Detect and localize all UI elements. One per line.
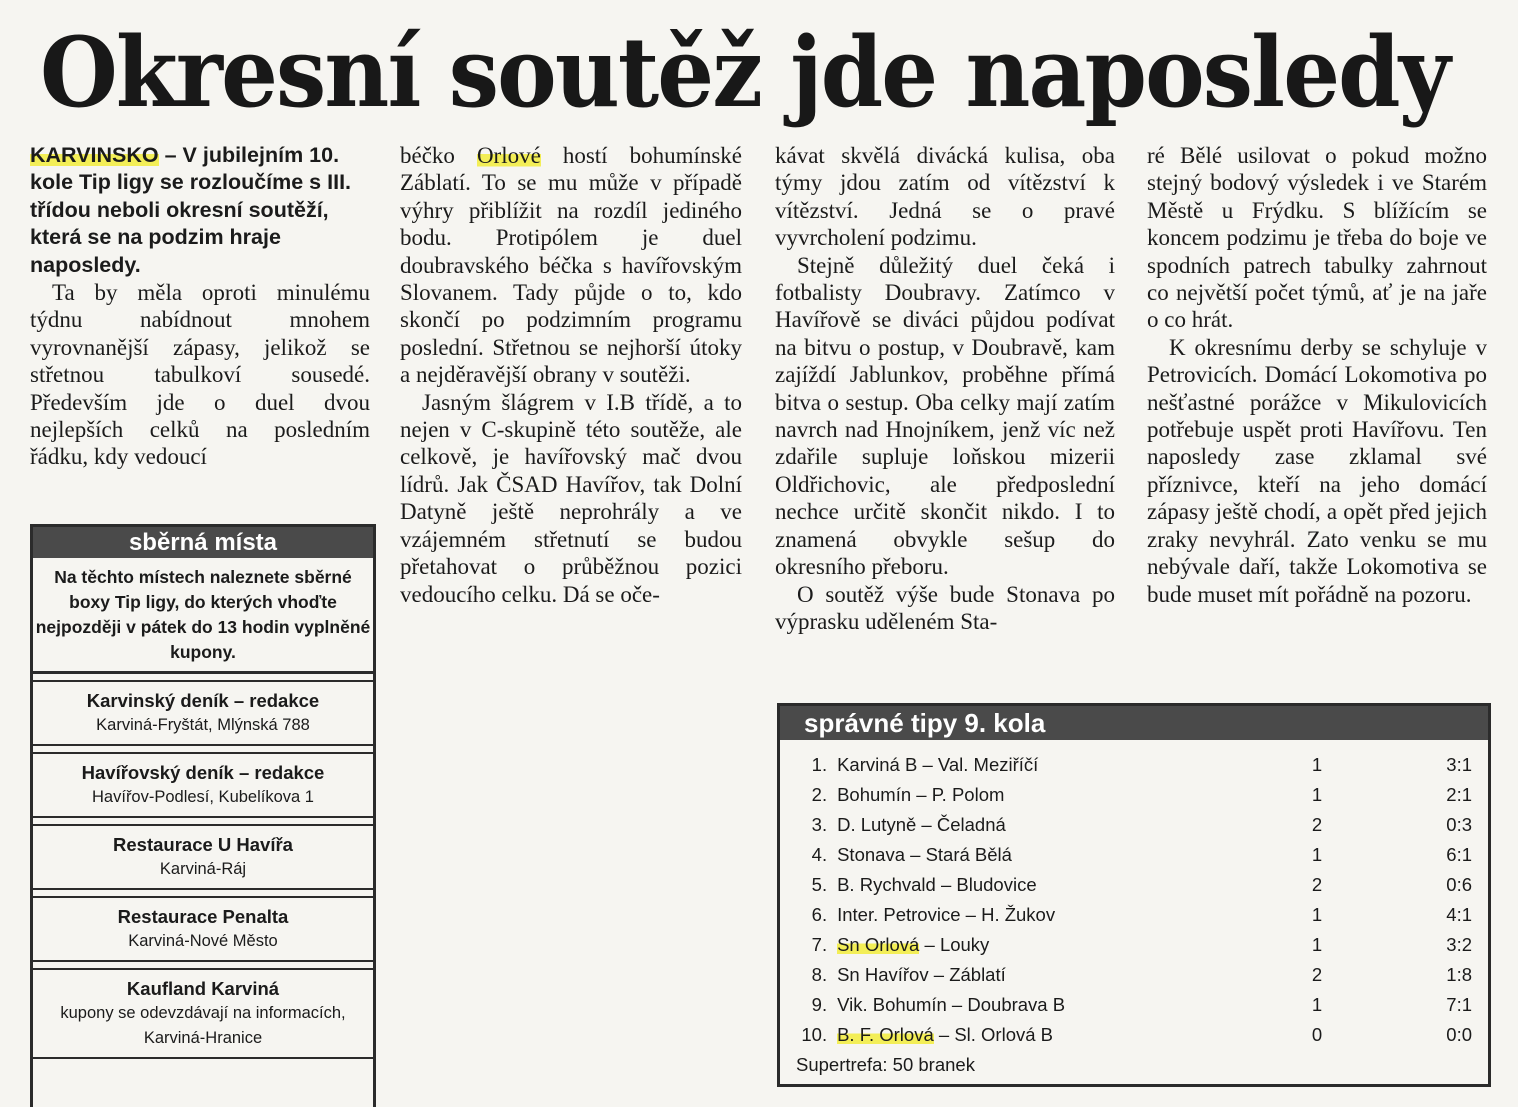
team-separator: – [933,1024,955,1045]
match-tip: 2 [1311,964,1323,985]
table-row [794,1020,1488,1050]
match-teams [833,1020,1281,1050]
match-tip: 1 [1311,754,1323,775]
paragraph: O soutěž výše bude Stonava po výprasku uděleném Sta- [775,581,1115,634]
away-team: P. Polom [931,784,1005,805]
match-teams [833,810,1281,840]
home-team: Vik. Bohumín [837,994,947,1015]
match-score: 6:1 [1446,844,1472,865]
match-teams [833,960,1281,990]
home-team: B. Rychvald [837,874,936,895]
match-score: 3:2 [1446,934,1472,955]
collection-point-address: Havířov-Podlesí, Kubelíkova 1 [92,788,314,806]
match-score: 0:3 [1446,814,1472,835]
match-number: 1. [811,754,828,775]
match-number: 2. [811,784,828,805]
collection-point [33,968,373,1059]
away-team: Sl. Orlová B [954,1024,1054,1045]
table-row [794,780,1488,810]
match-tip: 1 [1311,784,1323,805]
match-number: 6. [811,904,828,925]
table-row [794,900,1488,930]
match-teams [833,990,1281,1020]
collection-point-name: Restaurace U Havířa [113,834,293,855]
team-separator: – [911,784,932,805]
home-team: Karviná B [837,754,918,775]
article-column-2 [400,142,742,702]
lead-location: KARVINSKO [30,143,159,167]
match-tip: 2 [1311,814,1323,835]
match-tip: 1 [1311,844,1323,865]
table-row [794,870,1488,900]
match-tip: 0 [1311,1024,1323,1045]
match-number: 8. [811,964,828,985]
table-row [794,930,1488,960]
collection-point [33,896,373,962]
collection-point [33,824,373,890]
home-team: Stonava [837,844,905,865]
table-row [794,810,1488,840]
paragraph: Jasným šlágrem v I.B třídě, a to nejen v C-skupině této soutěže, ale celkově, je havířovský mač dvou lídrů. Jak ČSAD Havířov, tak Dolní Datyně ještě neprohrály a ve vzájemném střetnutí se budou přetahovat o průběžnou pozici vedoucího celku. Dá se oče- [400,389,742,607]
match-score: 4:1 [1446,904,1472,925]
home-team: Inter. Petrovice [837,904,961,925]
collection-points-intro: Na těchto místech naleznete sběrné boxy Tip ligy, do kterých vhoďte nejpozději v pátek do 13 hodin vyplněné kupony. [33,558,373,674]
tips-table [794,750,1488,1050]
lead-paragraph [30,142,370,279]
collection-points-title: sběrná místa [33,527,373,558]
match-score: 0:0 [1446,1024,1472,1045]
match-score: 3:1 [1446,754,1472,775]
page-title: Okresní soutěž jde naposledy [40,16,1449,129]
away-team: Val. Meziříčí [937,754,1039,775]
team-separator: – [904,844,926,865]
tips-footer: Supertrefa: 50 branek [796,1054,975,1075]
match-tip: 1 [1311,994,1323,1015]
match-score: 2:1 [1446,784,1472,805]
home-team: D. Lutyně [837,814,917,835]
paragraph: Ta by měla oproti minulému týdnu nabídnout mnohem vyrovnanější zápasy, jelikož se střetnou tabulkoví sousedé. Především jde o duel dvou nejlepších celků na posledním řádku, kdy vedoucí [30,280,370,470]
away-team: Stará Bělá [925,844,1012,865]
match-teams [833,870,1281,900]
team-separator: – [919,934,940,955]
paragraph: K okresnímu derby se schyluje v Petrovicích. Domácí Lokomotiva po nešťastné porážce v Mikulovicích potřebuje uspět proti Havířovu. Ten naposledy zase zklamal své příznivce, kteří na jeho domácí zápasy ještě chodí, a opět před jejich zraky nevyhrál. Zato venku se mu nebývale daří, takže Lokomotiva se bude muset mít pořádně na pozoru. [1147,334,1487,607]
collection-point-name: Restaurace Penalta [117,906,289,927]
away-team: H. Žukov [981,904,1056,925]
paragraph [400,142,742,389]
team-separator: – [935,874,957,895]
article-column-4 [1147,142,1487,702]
paragraph: ré Bělé usilovat o pokud možno stejný bodový výsledek i ve Starém Městě u Frýdku. S blížícím se koncem podzimu je třeba do boje ve spodních patrech tabulky zahrnout co největší počet týmů, ať je na jaře o co hrát. [1147,143,1487,333]
collection-point-address: Karviná-Fryštát, Mlýnská 788 [96,716,310,734]
match-score: 7:1 [1446,994,1472,1015]
team-separator: – [916,814,937,835]
table-row [794,840,1488,870]
collection-point-name: Kaufland Karviná [126,978,280,999]
home-team: Bohumín [837,784,912,805]
home-team: Sn Havířov [837,964,929,985]
home-team: B. F. Orlová [837,1024,934,1045]
away-team: Louky [939,934,990,955]
table-row [794,990,1488,1020]
collection-points-box [30,524,376,1107]
team-separator: – [917,754,938,775]
collection-point [33,680,373,746]
away-team: Záblatí [949,964,1006,985]
away-team: Doubrava B [967,994,1066,1015]
paragraph: kávat skvělá divácká kulisa, oba týmy jdou zatím od vítězství k vítězství. Jedná se o pravé vyvrcholení podzimu. [775,143,1115,251]
table-row [794,960,1488,990]
match-teams [833,750,1281,780]
article-column-3 [775,142,1115,702]
match-teams [833,840,1281,870]
away-team: Čeladná [936,814,1006,835]
collection-point-name: Karvinský deník – redakce [86,690,320,711]
match-number: 3. [811,814,828,835]
table-row [794,750,1488,780]
highlighted-text: Orlové [476,143,541,168]
match-teams [833,780,1281,810]
match-tip: 1 [1311,904,1323,925]
paragraph: Stejně důležitý duel čeká i fotbalisty Doubravy. Zatímco v Havířově se diváci půjdou podívat na bitvu o postup, v Doubravě, kam zajíždí Jablunkov, proběhne přímá bitva o sestup. Oba celky mají zatím navrch nad Hnojníkem, jenž víc než zdařile supluje loňskou mizerii Oldřichovic, ale předposlední nechce určitě skončit nikdo. I to znamená obvykle sešup do okresního přeboru. [775,252,1115,580]
match-number: 10. [801,1024,828,1045]
lead-text: – V jubilejním 10. kole Tip ligy se rozloučíme s III. třídou neboli okresní soutěží, která se na podzim hraje naposledy. [30,143,352,277]
home-team: Sn Orlová [837,934,920,955]
match-teams [833,900,1281,930]
team-separator: – [946,994,968,1015]
collection-point-address: Karviná-Ráj [159,860,247,878]
match-teams [833,930,1281,960]
collection-point-address: Karviná-Nové Město [128,932,278,950]
match-score: 0:6 [1446,874,1472,895]
match-number: 7. [811,934,828,955]
match-tip: 1 [1311,934,1323,955]
collection-point-name: Havířovský deník – redakce [81,762,325,783]
away-team: Bludovice [956,874,1037,895]
match-score: 1:8 [1446,964,1472,985]
team-separator: – [960,904,982,925]
collection-point [33,752,373,818]
correct-tips-title: správné tipy 9. kola [780,706,1488,740]
correct-tips-table [777,703,1491,1087]
collection-point-address: kupony se odevzdávají na informacích, Karviná-Hranice [60,1004,346,1047]
match-tip: 2 [1311,874,1323,895]
match-number: 9. [811,994,828,1015]
match-number: 5. [811,874,828,895]
paragraph-text: hostí bohumínské Záblatí. To se mu může v případě výhry přiblížit na rozdíl jediného bodu. Protipólem je duel doubravského béčka s havířovským Slovanem. Tady půjde o to, kdo skončí po podzimním programu poslední. Střetnou se nejhorší útoky a nejděravější obrany v soutěži. [400,143,742,388]
paragraph-text: béčko [400,143,477,168]
team-separator: – [928,964,950,985]
match-number: 4. [811,844,828,865]
